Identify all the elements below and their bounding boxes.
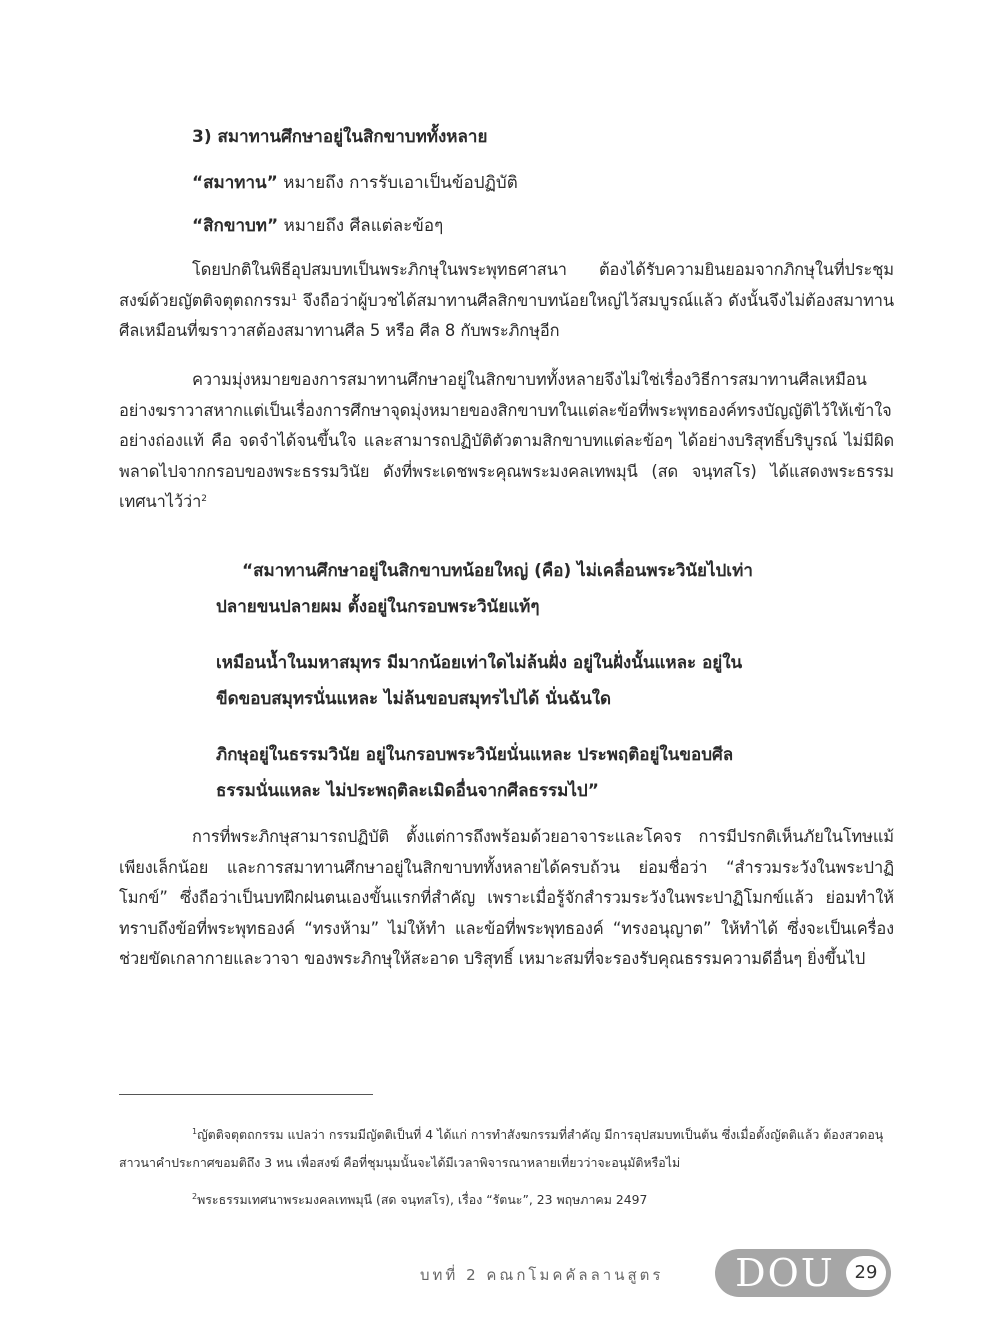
footnote-ref-1[interactable]: 1 <box>291 292 297 303</box>
quote-stanza-2 <box>216 645 816 717</box>
paragraph-text: โดยปกติในพิธีอุปสมบทเป็นพระภิกษุในพระพุทธศาสนา ต้องได้รับความยินยอมจากภิกษุในที่ประชุมสงฆ์ด้วยญัตติจตุตถกรรม <box>119 260 894 310</box>
definition-meaning: หมายถึง การรับเอาเป็นข้อปฏิบัติ <box>283 173 518 193</box>
definition-sikkhabot <box>192 211 892 241</box>
footnote-divider <box>119 1094 373 1095</box>
paragraph-text: ความมุ่งหมายของการสมาทานศึกษาอยู่ในสิกขาบททั้งหลายจึงไม่ใช่เรื่องวิธีการสมาทานศีลเหมือนอย่างฆราวาสหากแต่เป็นเรื่องการศึกษาจุดมุ่งหมายของสิกขาบทในแต่ละข้อที่พระพุทธองค์ทรงบัญญัติไว้ให้เข้าใจอย่างถ่องแท้ คือ จดจำได้จนขึ้นใจ และสามารถปฏิบัติตัวตามสิกขาบทแต่ละข้อๆ ได้อย่างบริสุทธิ์บริบูรณ์ ไม่มีผิดพลาดไปจากกรอบของพระธรรมวินัย ดังที่พระเดชพระคุณพระมงคลเทพมุนี (สด จนฺทสโร) ได้แสดงพระธรรมเทศนาไว้ว่า <box>119 370 894 511</box>
quote-line: ปลายขนปลายผม ตั้งอยู่ในกรอบพระวินัยแท้ๆ <box>216 597 540 617</box>
footnote-2 <box>119 1186 894 1214</box>
definition-samathan <box>192 168 892 198</box>
quote-line: ขีดขอบสมุทรนั่นแหละ ไม่ล้นขอบสมุทรไปได้ นั่นฉันใด <box>216 689 612 709</box>
quote-line: “สมาทานศึกษาอยู่ในสิกขาบทน้อยใหญ่ (คือ) ไม่เคลื่อนพระวินัยไปเท่า <box>242 561 753 581</box>
quote-line: ธรรมนั่นแหละ ไม่ประพฤติละเมิดอื่นจากศีลธรรมไป” <box>216 781 599 801</box>
paragraph-3: การที่พระภิกษุสามารถปฏิบัติ ตั้งแต่การถึงพร้อมด้วยอาจาระและโคจร การมีปรกติเห็นภัยในโทษแม้เพียงเล็กน้อย และการสมาทานศึกษาอยู่ในสิกขาบททั้งหลายได้ครบถ้วน ย่อมชื่อว่า “สำรวมระวังในพระปาฏิโมกข์” ซึ่งถือว่าเป็นบทฝึกฝนตนเองขั้นแรกที่สำคัญ เพราะเมื่อรู้จักสำรวมระวังในพระปาฏิโมกข์แล้ว ย่อมทำให้ทราบถึงข้อที่พระพุทธองค์ “ทรงห้าม” ไม่ให้ทำ และข้อที่พระพุทธองค์ “ทรงอนุญาต” ให้ทำได้ ซึ่งจะเป็นเครื่องช่วยขัดเกลากายและวาจา ของพระภิกษุให้สะอาด บริสุทธิ์ เหมาะสมที่จะรองรับคุณธรรมความดีอื่นๆ ยิ่งขึ้นไป <box>119 827 894 968</box>
section-heading: 3) สมาทานศึกษาอยู่ในสิกขาบททั้งหลาย <box>192 127 488 147</box>
quote-stanza-3 <box>216 737 816 809</box>
footnote-number: 2 <box>192 1192 198 1201</box>
paragraph-text: จึงถือว่าผู้บวชได้สมาทานศีลสิกขาบทน้อยใหญ่ไว้สมบูรณ์แล้ว ดังนั้นจึงไม่ต้องสมาทานศีลเหมือนที่ฆราวาสต้องสมาทานศีล 5 หรือ ศีล 8 กับพระภิกษุอีก <box>119 290 894 340</box>
paragraph-2 <box>119 365 894 518</box>
definition-term: “สมาทาน” <box>192 173 278 193</box>
quote-line: เหมือนน้ำในมหาสมุทร มีมากน้อยเท่าใดไม่ล้นฝั่ง อยู่ในฝั่งนั้นแหละ อยู่ใน <box>216 653 743 673</box>
definition-term: “สิกขาบท” <box>192 216 279 236</box>
footnote-number: 1 <box>192 1127 198 1136</box>
quote-line: ภิกษุอยู่ในธรรมวินัย อยู่ในกรอบพระวินัยนั่นแหละ ประพฤติอยู่ในขอบศีล <box>216 745 734 765</box>
dou-logo: DOU <box>735 1251 835 1295</box>
quote-stanza-1 <box>216 553 816 625</box>
footnote-ref-2[interactable]: 2 <box>201 494 207 504</box>
paragraph-1 <box>119 255 894 347</box>
page-badge <box>715 1249 891 1297</box>
footnote-text: ญัตติจตุตถกรรม แปลว่า กรรมมีญัตติเป็นที่ 4 ได้แก่ การทำสังฆกรรมที่สำคัญ มีการอุปสมบทเป็นต้น ซึ่งเมื่อตั้งญัตติแล้ว ต้องสวดอนุสาวนาคำประกาศขอมติถึง 3 หน เพื่อสงฆ์ คือที่ชุมนุมนั้นจะได้มีเวลาพิจารณาหลายเที่ยวว่าจะอนุมัติหรือไม่ <box>119 1127 884 1170</box>
footnote-text: พระธรรมเทศนาพระมงคลเทพมุนี (สด จนฺทสโร), เรื่อง “รัตนะ”, 23 พฤษภาคม 2497 <box>197 1192 648 1207</box>
definition-meaning: หมายถึง ศีลแต่ละข้อๆ <box>283 216 444 236</box>
footnote-1 <box>119 1121 894 1177</box>
page-number: 29 <box>846 1256 886 1290</box>
chapter-title: บทที่ 2 คณกโมคคัลลานสูตร <box>420 1266 664 1284</box>
